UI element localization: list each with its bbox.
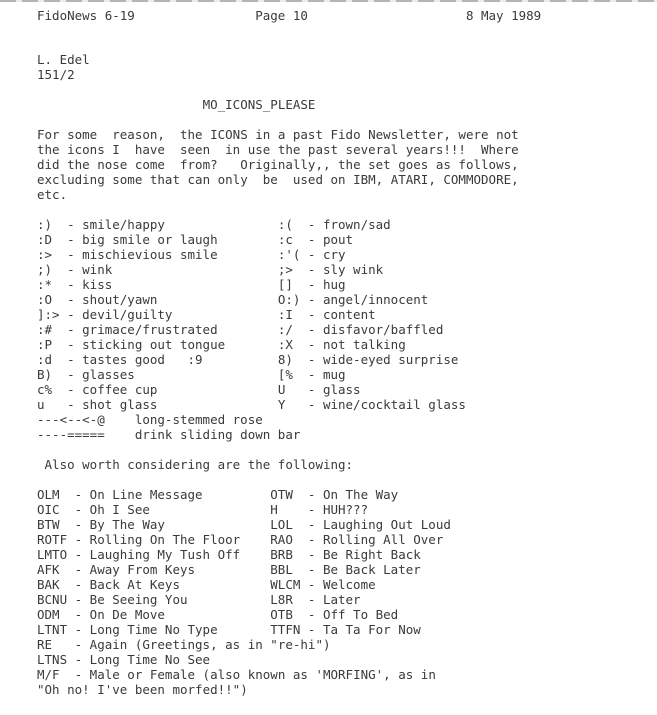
node-number: 151/2 xyxy=(37,67,75,82)
emoticon-meaning: content xyxy=(322,307,376,322)
abbreviation: ODM xyxy=(37,607,60,622)
emoticon-symbol: [] xyxy=(277,277,293,292)
separator: - xyxy=(74,517,83,532)
emoticon-symbol: :> xyxy=(37,247,53,262)
emoticon-meaning: wine/cocktail glass xyxy=(322,397,466,412)
emoticon-symbol: :) xyxy=(37,217,53,232)
intro-line: For some reason, the ICONS in a past Fido Newsletter, were not xyxy=(37,127,519,142)
separator: - xyxy=(307,487,316,502)
icon-table-row xyxy=(37,337,637,352)
emoticon-meaning: coffee cup xyxy=(82,382,158,397)
separator: - xyxy=(307,562,316,577)
icon-table-row xyxy=(37,322,637,337)
icon-table-right-cell xyxy=(278,262,383,277)
emoticon-symbol: ;> xyxy=(277,262,293,277)
separator: - xyxy=(74,592,83,607)
emoticon-symbol: :'( xyxy=(277,247,301,262)
icon-table-right-cell xyxy=(278,247,346,262)
emoticon-symbol: :D xyxy=(37,232,53,247)
abbreviation-meaning: Welcome xyxy=(322,577,376,592)
separator: - xyxy=(307,382,316,397)
icon-table-right-cell xyxy=(278,292,429,307)
also-note: Also worth considering are the following: xyxy=(44,457,354,472)
separator: - xyxy=(67,352,75,367)
separator: - xyxy=(307,592,316,607)
abbreviation: LTNT xyxy=(37,622,68,637)
abbrev-table-right-cell xyxy=(270,517,451,532)
separator: - xyxy=(74,487,83,502)
intro-line: excluding some that can only be used on IBM, ATARI, COMMODORE, xyxy=(37,172,519,187)
emoticon-meaning: glasses xyxy=(82,367,135,382)
separator: - xyxy=(307,367,316,382)
abbreviation: L8R xyxy=(270,592,293,607)
emoticon-symbol: ]:> xyxy=(37,307,60,322)
separator: - xyxy=(307,517,316,532)
emoticon-meaning: wide-eyed surprise xyxy=(322,352,459,367)
icon-table-right-cell xyxy=(278,352,459,367)
abbreviation-meaning: Off To Bed xyxy=(322,607,399,622)
separator: - xyxy=(307,322,316,337)
abbreviation: RE xyxy=(37,637,53,652)
abbreviation: TTFN xyxy=(270,622,301,637)
abbrev-table-right-cell xyxy=(270,562,421,577)
icon-table-row xyxy=(37,217,637,232)
emoticon-meaning: sly wink xyxy=(322,262,384,277)
abbrev-table-row xyxy=(37,622,637,637)
separator: - xyxy=(74,637,83,652)
special-icon-meaning: long-stemmed rose xyxy=(134,412,263,427)
abbrev-table-row xyxy=(37,547,637,562)
abbreviation-meaning: On De Move xyxy=(89,607,165,622)
icon-table-right-cell xyxy=(278,232,353,247)
separator: - xyxy=(307,532,316,547)
separator: - xyxy=(307,277,316,292)
separator: - xyxy=(307,577,316,592)
emoticon-symbol: U xyxy=(277,382,286,397)
separator: - xyxy=(307,352,316,367)
icon-table-right-cell xyxy=(278,337,406,352)
icon-table-row xyxy=(37,292,637,307)
emoticon-meaning: disfavor/baffled xyxy=(322,322,444,337)
abbreviation-meaning: By The Way xyxy=(89,517,165,532)
separator: - xyxy=(74,577,83,592)
intro-line: etc. xyxy=(37,187,68,202)
abbreviation-meaning: Be Right Back xyxy=(322,547,421,562)
emoticon-meaning: big smile or laugh xyxy=(82,232,218,247)
separator: - xyxy=(74,667,83,682)
emoticon-symbol: ;) xyxy=(37,262,53,277)
separator: - xyxy=(307,607,316,622)
separator: - xyxy=(307,232,316,247)
separator: - xyxy=(74,652,83,667)
icon-table-row xyxy=(37,382,637,397)
abbrev-table-row xyxy=(37,517,637,532)
emoticon-symbol: B) xyxy=(37,367,53,382)
emoticon-symbol: :* xyxy=(37,277,53,292)
intro-line: did the nose come from? Originally,, the set goes as follows, xyxy=(37,157,519,172)
icon-table-row xyxy=(37,307,637,322)
abbreviation-meaning: Long Time No Type xyxy=(89,622,218,637)
separator: - xyxy=(67,337,75,352)
abbrev-single-row xyxy=(37,652,637,667)
abbreviation: M/F xyxy=(37,667,60,682)
abbreviation-meaning: Rolling All Over xyxy=(322,532,444,547)
abbreviation: LMTO xyxy=(37,547,68,562)
author-name: L. Edel xyxy=(37,52,90,67)
abbreviation: BBL xyxy=(270,562,293,577)
abbreviation-meaning: HUH??? xyxy=(322,502,369,517)
abbreviation: BAK xyxy=(37,577,60,592)
emoticon-meaning: devil/guilty xyxy=(82,307,173,322)
separator: - xyxy=(74,607,83,622)
abbrev-table-row xyxy=(37,607,637,622)
emoticon-symbol: 8) xyxy=(277,352,293,367)
abbreviation-meaning: On The Way xyxy=(322,487,399,502)
abbrev-table-row xyxy=(37,592,637,607)
page-header xyxy=(37,8,637,23)
separator: - xyxy=(307,292,316,307)
icon-table-right-cell xyxy=(278,322,444,337)
emoticon-meaning: angel/innocent xyxy=(322,292,429,307)
emoticon-symbol: :( xyxy=(277,217,293,232)
abbreviation: LOL xyxy=(270,517,293,532)
abbrev-table-row xyxy=(37,562,637,577)
abbreviation-meaning: Later xyxy=(322,592,361,607)
issue-date: 8 May 1989 xyxy=(465,8,542,23)
separator: - xyxy=(67,292,75,307)
abbreviation-meaning: Ta Ta For Now xyxy=(322,622,421,637)
emoticon-meaning: smile/happy xyxy=(82,217,165,232)
newsletter-name: FidoNews 6-19 xyxy=(37,8,135,23)
intro-line: the icons I have seen in use the past several years!!! Where xyxy=(37,142,519,157)
emoticon-meaning: mug xyxy=(322,367,346,382)
abbreviation: OIC xyxy=(37,502,60,517)
icon-table-right-cell xyxy=(278,217,391,232)
separator: - xyxy=(74,622,83,637)
emoticon-meaning: cry xyxy=(322,247,346,262)
separator: - xyxy=(307,502,316,517)
icon-table-row xyxy=(37,277,637,292)
separator: - xyxy=(307,262,316,277)
abbreviation-meaning: Be Back Later xyxy=(322,562,421,577)
also-note-line xyxy=(37,457,637,472)
page-number: Page 10 xyxy=(255,8,308,23)
abbrev-table-row xyxy=(37,487,637,502)
separator: - xyxy=(67,262,75,277)
separator: - xyxy=(307,307,316,322)
abbrev-table-right-cell xyxy=(270,592,360,607)
emoticon-meaning: wink xyxy=(82,262,113,277)
separator: - xyxy=(67,322,75,337)
emoticon-symbol: :# xyxy=(37,322,53,337)
abbreviation-meaning: Oh I See xyxy=(89,502,150,517)
abbrev-table-row xyxy=(37,502,637,517)
separator: - xyxy=(74,532,83,547)
special-icon-meaning: drink sliding down bar xyxy=(134,427,301,442)
abbreviation: OTB xyxy=(270,607,293,622)
abbreviation: BRB xyxy=(270,547,293,562)
emoticon-meaning: kiss xyxy=(82,277,113,292)
emoticon-meaning: sticking out tongue xyxy=(82,337,226,352)
separator: - xyxy=(67,367,75,382)
separator: - xyxy=(307,397,316,412)
abbrev-table-right-cell xyxy=(270,622,421,637)
abbreviation-meaning: Long Time No See xyxy=(89,652,211,667)
separator: - xyxy=(307,337,316,352)
abbrev-table-right-cell xyxy=(270,532,443,547)
separator: - xyxy=(67,247,75,262)
abbrev-table-right-cell xyxy=(270,607,398,622)
abbrev-single-row xyxy=(37,667,637,682)
closing-quote-line: "Oh no! I've been morfed!!") xyxy=(37,682,248,697)
icon-table-row xyxy=(37,232,637,247)
emoticon-meaning: grimace/frustrated xyxy=(82,322,218,337)
separator: - xyxy=(307,547,316,562)
abbreviation-meaning: Rolling On The Floor xyxy=(89,532,241,547)
emoticon-meaning: pout xyxy=(322,232,354,247)
rose-ascii-art: ---<--<-@ xyxy=(37,412,105,427)
abbrev-table-right-cell xyxy=(270,502,368,517)
abbreviation: WLCM xyxy=(270,577,301,592)
separator: - xyxy=(74,547,83,562)
icon-table-row xyxy=(37,397,637,412)
separator: - xyxy=(67,382,75,397)
separator: - xyxy=(307,622,316,637)
article-title-line xyxy=(37,97,637,112)
abbreviation-meaning: On Line Message xyxy=(89,487,203,502)
emoticon-meaning: tastes good :9 xyxy=(82,352,203,367)
icon-table-row xyxy=(37,247,637,262)
emoticon-symbol: Y xyxy=(277,397,286,412)
emoticon-symbol: :d xyxy=(37,352,53,367)
abbrev-table-row xyxy=(37,532,637,547)
emoticon-meaning: frown/sad xyxy=(322,217,391,232)
abbrev-table-right-cell xyxy=(270,547,421,562)
separator: - xyxy=(67,232,75,247)
emoticon-symbol: :I xyxy=(277,307,293,322)
abbreviation-meaning: Laughing My Tush Off xyxy=(89,547,241,562)
emoticon-meaning: glass xyxy=(322,382,361,397)
emoticon-meaning: not talking xyxy=(322,337,406,352)
separator: - xyxy=(307,247,316,262)
special-icon-row xyxy=(37,427,637,442)
icon-table-row xyxy=(37,367,637,382)
emoticon-meaning: shot glass xyxy=(82,397,158,412)
icon-table-right-cell xyxy=(278,382,361,397)
emoticon-symbol: [% xyxy=(277,367,293,382)
abbreviation-meaning: Laughing Out Loud xyxy=(322,517,451,532)
icon-table-right-cell xyxy=(278,277,346,292)
separator: - xyxy=(67,277,75,292)
emoticon-symbol: :P xyxy=(37,337,53,352)
abbreviation: OTW xyxy=(270,487,293,502)
abbreviation: LTNS xyxy=(37,652,68,667)
emoticon-symbol: c% xyxy=(37,382,53,397)
icon-table-row xyxy=(37,352,637,367)
abbreviation: ROTF xyxy=(37,532,68,547)
emoticon-symbol: :/ xyxy=(277,322,293,337)
abbreviation-meaning: Away From Keys xyxy=(89,562,196,577)
abbrev-table-right-cell xyxy=(270,577,375,592)
abbrev-table-right-cell xyxy=(270,487,398,502)
separator: - xyxy=(74,562,83,577)
icon-table-right-cell xyxy=(278,307,376,322)
abbreviation: RAO xyxy=(270,532,293,547)
abbreviation-meaning: Again (Greetings, as in "re-hi") xyxy=(89,637,331,652)
emoticon-meaning: mischievious smile xyxy=(82,247,218,262)
separator: - xyxy=(67,397,75,412)
separator: - xyxy=(67,217,75,232)
icon-table-right-cell xyxy=(278,367,346,382)
icon-table-right-cell xyxy=(278,397,466,412)
emoticon-symbol: :O xyxy=(37,292,53,307)
abbrev-single-row xyxy=(37,637,637,652)
abbreviation-meaning: Be Seeing You xyxy=(89,592,188,607)
abbreviation: OLM xyxy=(37,487,60,502)
abbreviation-meaning: Male or Female (also known as 'MORFING', as in xyxy=(89,667,436,682)
abbreviation: BTW xyxy=(37,517,60,532)
abbreviation-meaning: Back At Keys xyxy=(89,577,180,592)
emoticon-symbol: :X xyxy=(277,337,293,352)
abbreviation: BCNU xyxy=(37,592,68,607)
abbreviation: AFK xyxy=(37,562,60,577)
emoticon-meaning: shout/yawn xyxy=(82,292,158,307)
emoticon-symbol: u xyxy=(37,397,45,412)
emoticon-symbol: O:) xyxy=(277,292,301,307)
icon-table-row xyxy=(37,262,637,277)
abbrev-table-row xyxy=(37,577,637,592)
emoticon-meaning: hug xyxy=(322,277,346,292)
abbreviation: H xyxy=(270,502,278,517)
separator: - xyxy=(67,307,75,322)
emoticon-symbol: :c xyxy=(277,232,293,247)
separator: - xyxy=(307,217,316,232)
special-icon-row xyxy=(37,412,637,427)
article-title: MO_ICONS_PLEASE xyxy=(202,97,316,112)
drink-ascii-art: ----===== xyxy=(37,427,105,442)
separator: - xyxy=(74,502,83,517)
